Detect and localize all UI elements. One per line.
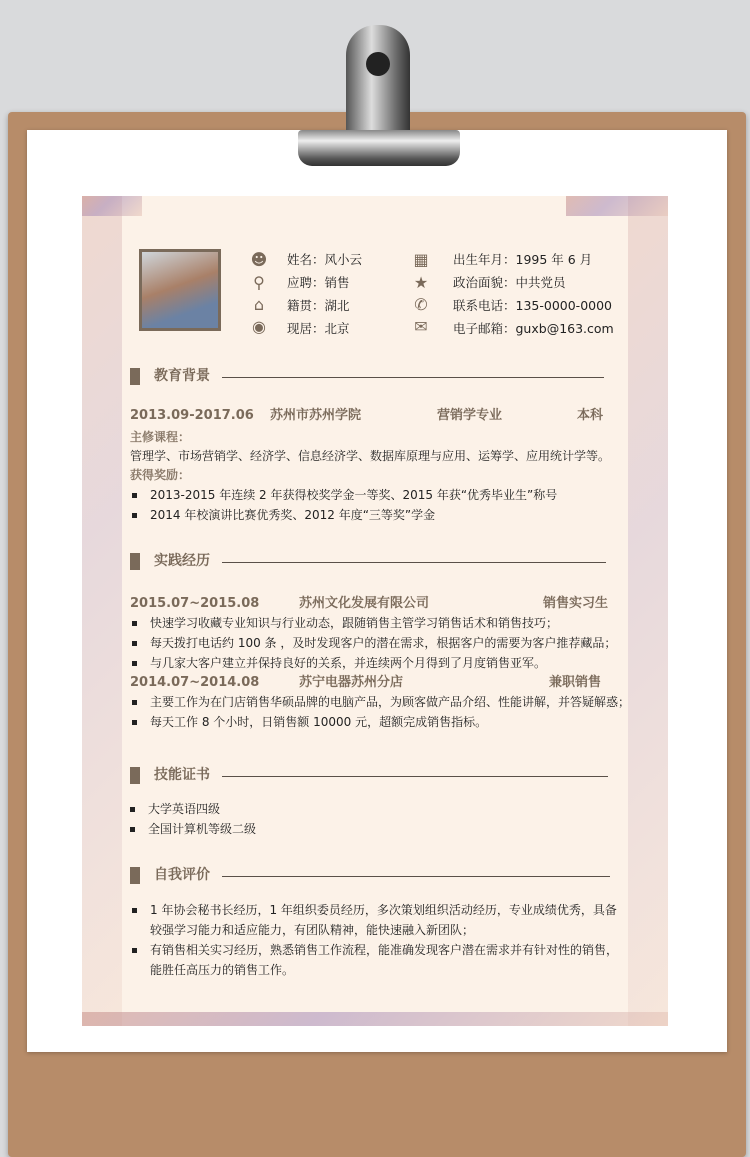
courses: 管理学、市场营销学、经济学、信息经济学、数据库原理与应用、运筹学、应用统计学等。 (130, 449, 611, 463)
floral-corner (566, 196, 668, 216)
politics: 政治面貌：中共党员 (453, 275, 566, 290)
mail-icon: ✉ (414, 317, 428, 336)
job-period: 2014.07~2014.08 (130, 675, 260, 690)
floral-border-left (82, 196, 122, 1026)
job-item: 主要工作为在门店销售华硕品牌的电脑产品，为顾客做产品介绍、性能讲解，并答疑解惑； (130, 695, 630, 710)
home-icon: ⌂ (253, 295, 265, 314)
job-period: 2015.07~2015.08 (130, 596, 260, 611)
binder-clip-base (298, 130, 460, 166)
award-item: 2013-2015 年连续 2 年获得校奖学金一等奖、2015 年获“优秀毕业生”称号 (130, 488, 557, 503)
phone: 联系电话：135-0000-0000 (453, 298, 613, 313)
edu-degree: 本科 (577, 408, 604, 423)
email: 电子邮箱：guxb@163.com (453, 321, 614, 336)
floral-border-right (628, 196, 668, 1026)
floral-border-bottom (82, 1012, 668, 1026)
name: 姓名：风小云 (287, 252, 363, 267)
floral-corner (82, 196, 142, 216)
self-item: 1 年协会秘书长经历，1 年组织委员经历，多次策划组织活动经历，专业成绩优秀，具备 (130, 903, 617, 918)
residence: 现居：北京 (287, 321, 350, 336)
edu-period: 2013.09-2017.06 (130, 408, 254, 423)
courses-label: 主修课程： (130, 430, 191, 444)
job-item: 快速学习收藏专业知识与行业动态，跟随销售主管学习销售话术和销售技巧； (130, 616, 558, 631)
person-icon: ☻ (250, 250, 268, 269)
edu-major: 营销学专业 (437, 408, 503, 423)
job-item: 每天拨打电话约 100 条 ，及时发现客户的潜在需求，根据客户的需要为客户推荐藏品； (130, 636, 616, 651)
origin: 籍贯：湖北 (287, 298, 350, 313)
job-item: 与几家大客户建立并保持良好的关系，并连续两个月得到了月度销售亚军。 (130, 656, 546, 671)
star-icon: ★ (413, 273, 429, 292)
self-item-cont: 较强学习能力和适应能力，有团队精神，能快速融入新团队； (150, 923, 475, 937)
binder-clip (346, 25, 410, 137)
position: 应聘：销售 (287, 275, 350, 290)
section-title: 自我评价 (154, 867, 210, 883)
phone-icon: ✆ (414, 295, 428, 314)
location-icon: ◉ (252, 317, 266, 336)
calendar-icon: ▦ (413, 250, 429, 269)
job-role: 销售实习生 (543, 596, 609, 611)
job-role: 兼职销售 (549, 675, 602, 690)
binder-clip-hole (366, 52, 390, 76)
job-company: 苏州文化发展有限公司 (299, 596, 430, 611)
edu-school: 苏州市苏州学院 (270, 408, 362, 423)
job-company: 苏宁电器苏州分店 (299, 675, 404, 690)
award-item: 2014 年校演讲比赛优秀奖、2012 年度“三等奖”学金 (130, 508, 435, 523)
section-title: 实践经历 (154, 553, 210, 569)
section-title: 技能证书 (154, 767, 210, 783)
skill-item: 全国计算机等级二级 (128, 822, 256, 837)
search-icon: ⚲ (253, 273, 265, 292)
birth: 出生年月：1995 年 6 月 (453, 252, 593, 267)
avatar-photo (139, 249, 221, 331)
self-item: 有销售相关实习经历，熟悉销售工作流程，能准确发现客户潜在需求并有针对性的销售， (130, 943, 618, 958)
awards-label: 获得奖励： (130, 468, 191, 482)
self-item-cont: 能胜任高压力的销售工作。 (150, 963, 295, 977)
job-item: 每天工作 8 个小时，日销售额 10000 元，超额完成销售指标。 (130, 715, 487, 730)
skill-item: 大学英语四级 (128, 802, 220, 817)
section-title: 教育背景 (154, 368, 210, 384)
